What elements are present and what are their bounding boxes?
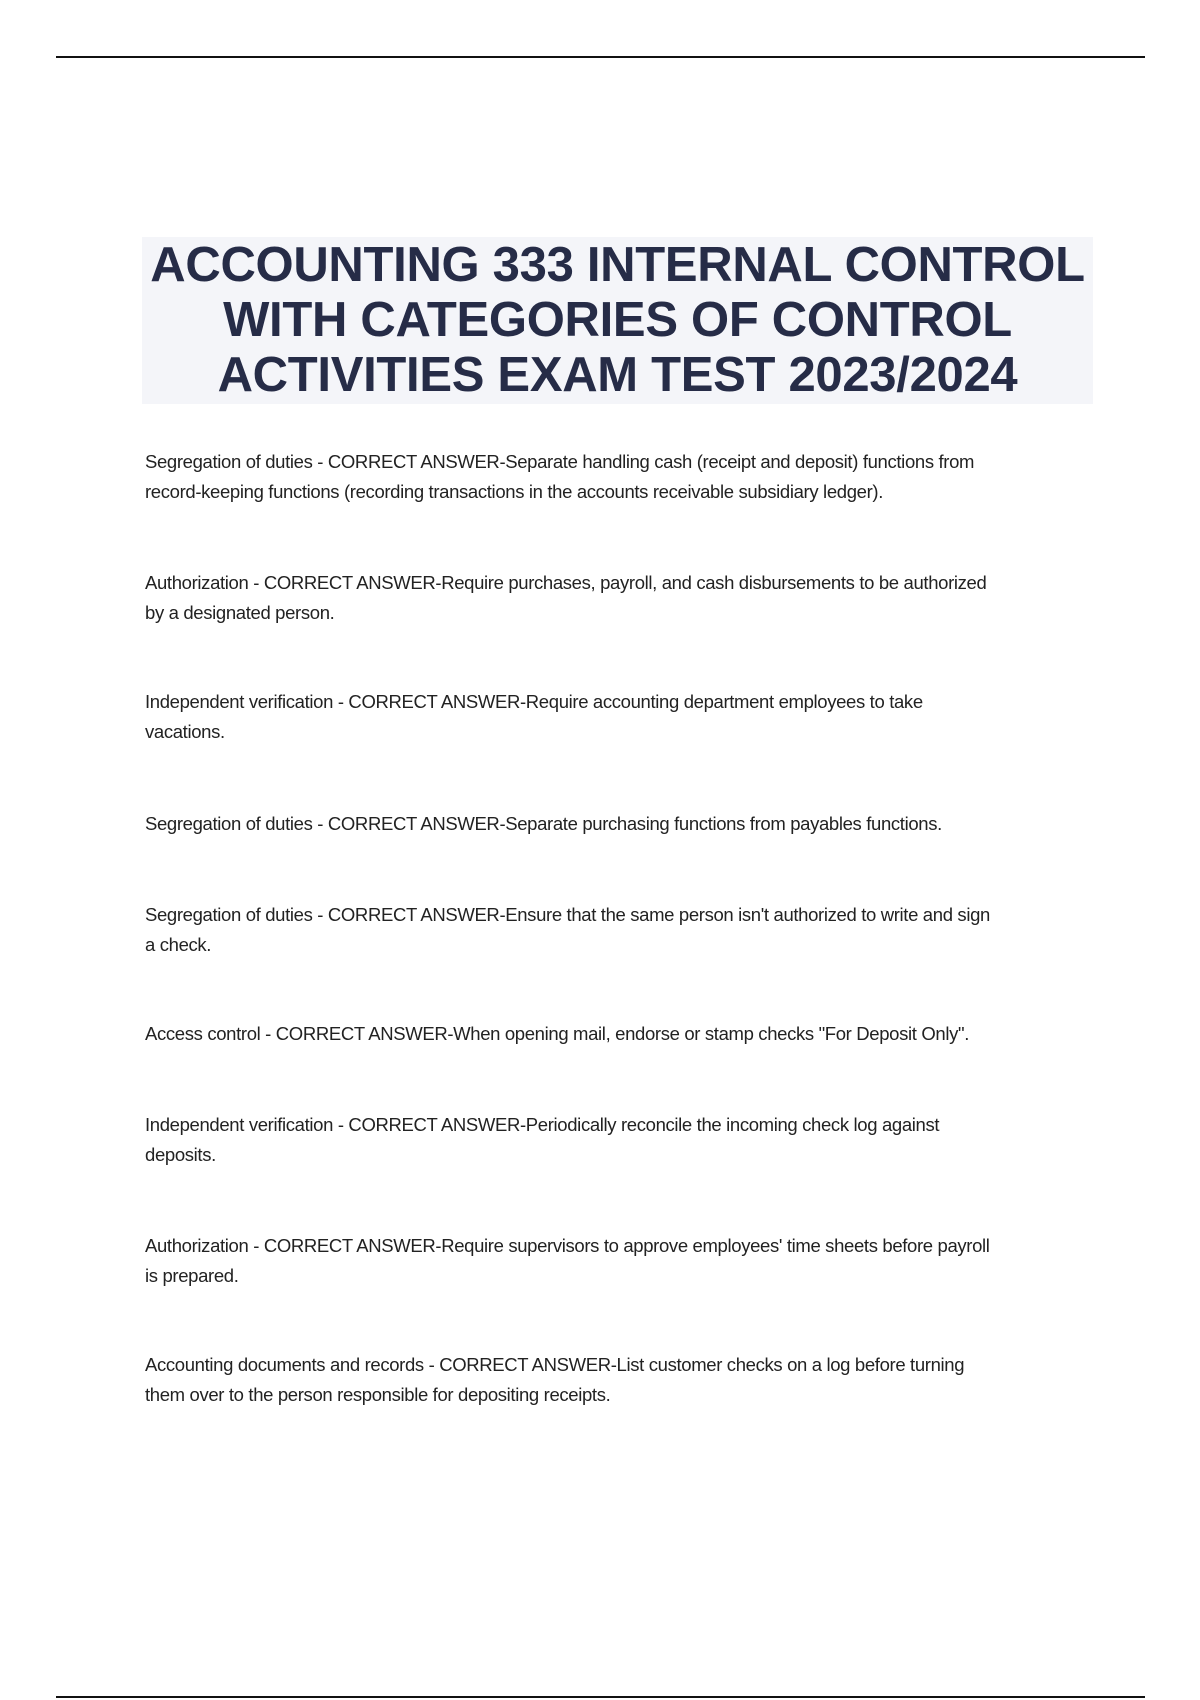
entry-text-line: Independent verification - CORRECT ANSWER-Periodically reconcile the incoming check log against [145, 1114, 940, 1135]
entry-text-line: Segregation of duties - CORRECT ANSWER-Separate purchasing functions from payables functions. [145, 813, 942, 834]
qa-entry [145, 1110, 1145, 1170]
qa-entry [145, 1350, 1145, 1410]
entry-text-line: Segregation of duties - CORRECT ANSWER-Separate handling cash (receipt and deposit) functions from [145, 451, 975, 472]
entry-text-line: Access control - CORRECT ANSWER-When opening mail, endorse or stamp checks "For Deposit Only". [145, 1023, 969, 1044]
entry-text-line: record-keeping functions (recording transactions in the accounts receivable subsidiary ledger). [145, 481, 883, 502]
top-rule [56, 56, 1145, 58]
title-line: WITH CATEGORIES OF CONTROL [223, 293, 1012, 347]
qa-entry [145, 900, 1145, 960]
entry-text-line: a check. [145, 934, 212, 955]
qa-entry [145, 1231, 1145, 1291]
title-line: ACCOUNTING 333 INTERNAL CONTROL [150, 238, 1085, 292]
entry-text-line: Segregation of duties - CORRECT ANSWER-Ensure that the same person isn't authorized to write and sign [145, 904, 990, 925]
entry-text-line: by a designated person. [145, 602, 335, 623]
entry-text-line: Authorization - CORRECT ANSWER-Require purchases, payroll, and cash disbursements to be authorized [145, 572, 987, 593]
document-title [142, 237, 1093, 404]
entry-text-line: deposits. [145, 1144, 216, 1165]
qa-entry [145, 1019, 1145, 1049]
entry-text-line: Accounting documents and records - CORRECT ANSWER-List customer checks on a log before turning [145, 1354, 965, 1375]
qa-entry [145, 568, 1145, 628]
qa-entry [145, 687, 1145, 747]
qa-entry [145, 447, 1145, 507]
entry-text-line: is prepared. [145, 1265, 239, 1286]
entry-text-line: Independent verification - CORRECT ANSWER-Require accounting department employees to take [145, 691, 923, 712]
entry-text-line: Authorization - CORRECT ANSWER-Require supervisors to approve employees' time sheets before payroll [145, 1235, 990, 1256]
entry-text-line: them over to the person responsible for depositing receipts. [145, 1384, 611, 1405]
qa-entry [145, 809, 1145, 839]
title-line: ACTIVITIES EXAM TEST 2023/2024 [217, 348, 1018, 402]
bottom-rule [56, 1696, 1145, 1698]
entry-text-line: vacations. [145, 721, 225, 742]
